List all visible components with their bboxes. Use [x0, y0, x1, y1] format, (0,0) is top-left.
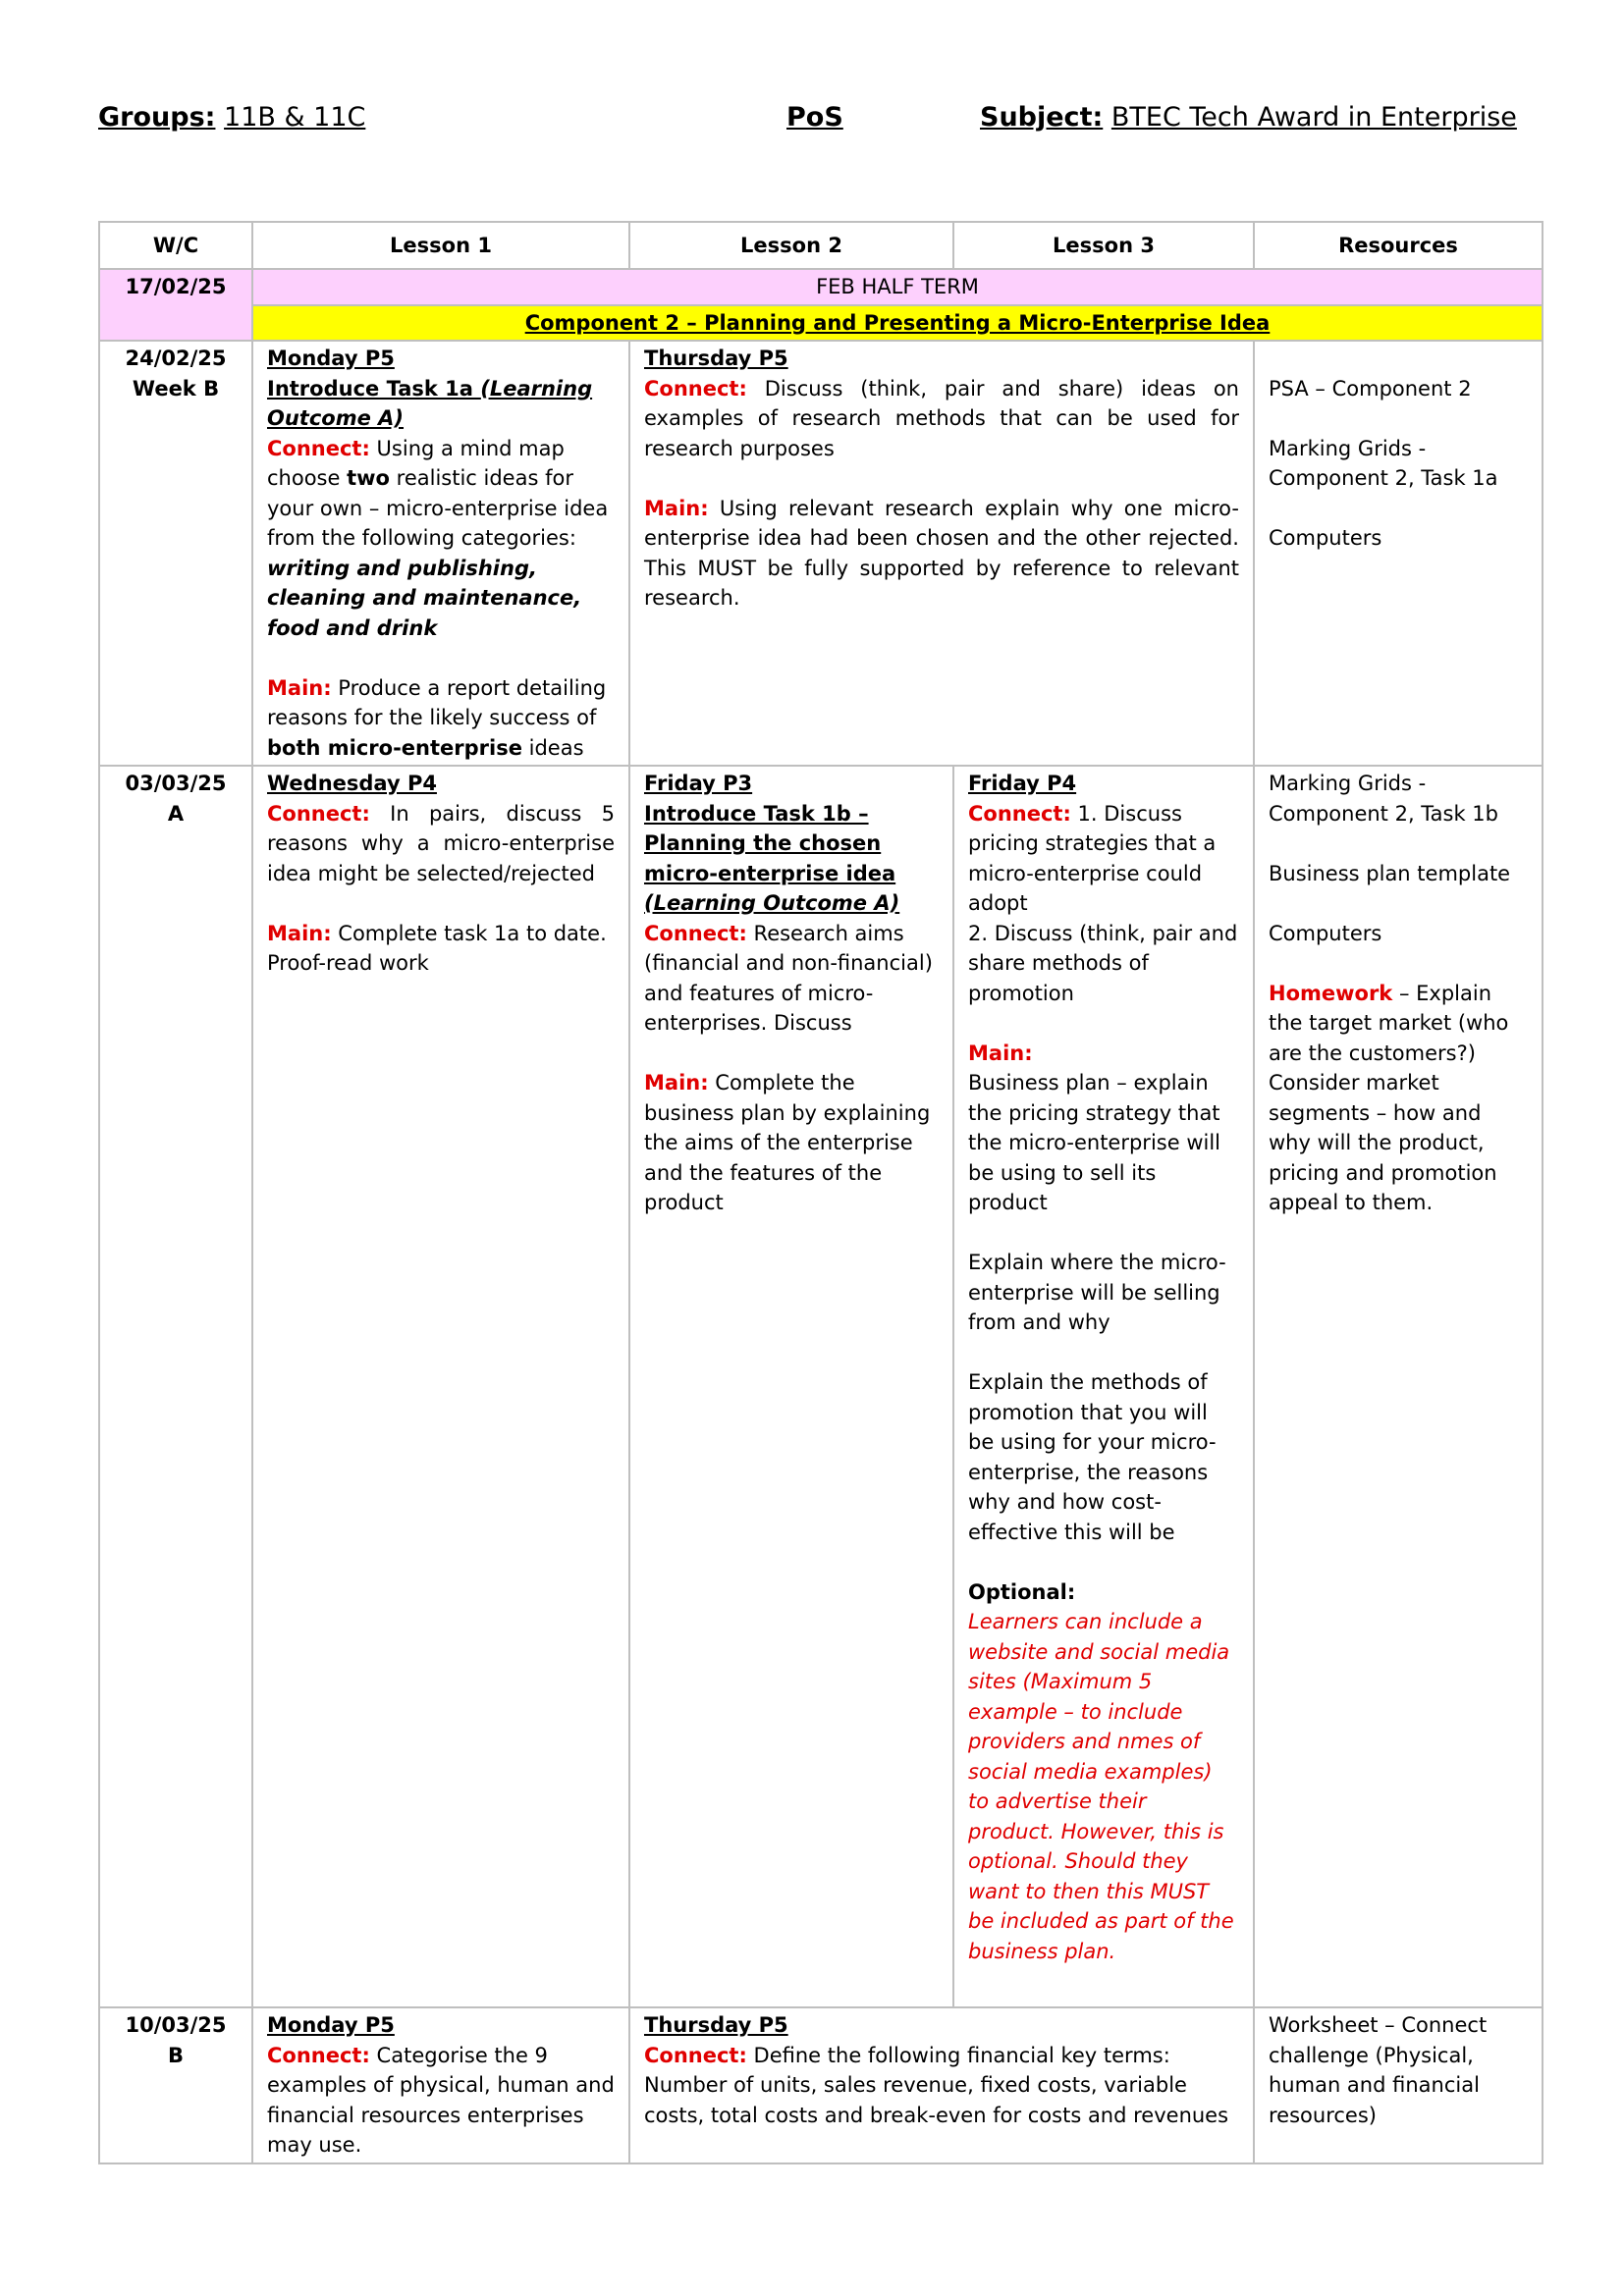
lesson-day: Friday P3	[644, 772, 753, 795]
main-activity: Main: Complete the business plan by explaining the aims of the enterprise and the features of the product	[644, 1071, 931, 1214]
lesson-day: Wednesday P4	[267, 772, 437, 795]
lesson-2-cell	[629, 341, 1254, 766]
resources-cell	[1254, 341, 1543, 766]
wc-week: B	[167, 2043, 184, 2067]
resource-item: Computers	[1269, 526, 1382, 550]
main-activity: Main: Complete task 1a to date. Proof-read work	[267, 921, 607, 975]
table-row	[99, 766, 1543, 2007]
resource-item: Worksheet – Connect challenge (Physical, human and financial resources)	[1269, 2013, 1488, 2127]
subject-heading	[980, 101, 1517, 134]
wc-cell	[99, 766, 252, 2007]
lesson-day: Thursday P5	[644, 2013, 788, 2037]
lesson-1-cell	[252, 341, 629, 766]
table-row	[99, 341, 1543, 766]
wc-week: Week B	[132, 376, 220, 400]
component-banner: Component 2 – Planning and Presenting a Micro-Enterprise Idea	[252, 305, 1543, 342]
main-activity-3: Explain the methods of promotion that you will be using for your micro-enterprise, the reasons why and how cost-effective this will be	[968, 1370, 1217, 1544]
subject-label: Subject:	[980, 102, 1104, 133]
main-activity: Main: Produce a report detailing reasons for the likely success of both micro-enterprise ideas	[267, 675, 607, 760]
lesson-day: Monday P5	[267, 347, 395, 370]
wc-week: A	[167, 801, 185, 826]
column-header-lesson-2: Lesson 2	[629, 222, 953, 269]
wc-cell	[99, 2007, 252, 2163]
homework-item: Homework – Explain the target market (who are the customers?) Consider market segments – how and why will the product, pricing and promotion appeal to them.	[1269, 981, 1509, 1214]
lesson-3-cell	[953, 766, 1254, 2007]
task-title: Introduce Task 1b – Planning the chosen micro-enterprise idea (Learning Outcome A)	[644, 801, 900, 915]
main-activity: Business plan – explain the pricing strategy that the micro-enterprise will be using to sell its product	[968, 1071, 1220, 1214]
main-label: Main:	[968, 1041, 1033, 1065]
groups-label: Groups:	[98, 102, 216, 133]
wc-date: 03/03/25	[125, 772, 227, 795]
resource-item: Computers	[1269, 921, 1382, 945]
resources-cell	[1254, 2007, 1543, 2163]
connect-activity: Connect: In pairs, discuss 5 reasons why a micro-enterprise idea might be selected/rejected	[267, 801, 615, 885]
task-title: Introduce Task 1a (Learning Outcome A)	[267, 376, 593, 430]
lesson-day: Thursday P5	[644, 347, 788, 370]
half-term-banner: FEB HALF TERM	[252, 269, 1543, 305]
pos-heading	[786, 101, 843, 134]
lesson-2-cell	[629, 2007, 1254, 2163]
main-activity: Main: Using relevant research explain why one micro-enterprise idea had been chosen and the other rejected. This MUST be fully supported by reference to relevant research.	[644, 496, 1239, 610]
lesson-day: Friday P4	[968, 772, 1077, 795]
pos-label: PoS	[786, 102, 843, 133]
connect-activity: Connect: Define the following financial key terms: Number of units, sales revenue, fixed costs, variable costs, total costs and break-even for costs and revenues	[644, 2043, 1229, 2127]
scheme-of-work-table	[98, 221, 1543, 2164]
resources-cell	[1254, 766, 1543, 2007]
connect-activity: Connect: Categorise the 9 examples of physical, human and financial resources enterprises may use.	[267, 2043, 615, 2157]
connect-activity-2: 2. Discuss (think, pair and share methods of promotion	[968, 921, 1238, 1005]
column-header-lesson-1: Lesson 1	[252, 222, 629, 269]
wc-date: 10/03/25	[125, 2013, 227, 2037]
lesson-1-cell	[252, 766, 629, 2007]
column-header-resources: Resources	[1254, 222, 1543, 269]
column-header-lesson-3: Lesson 3	[953, 222, 1254, 269]
resource-item: Marking Grids - Component 2, Task 1b	[1269, 772, 1498, 826]
wc-cell	[99, 269, 252, 341]
optional-activity: Learners can include a website and social media sites (Maximum 5 example – to include providers and nmes of social media examples) to advertise their product. However, this is optional. Should they want to then this MUST be included as part of the business plan.	[968, 1610, 1234, 1963]
table-row	[99, 2007, 1543, 2163]
half-term-row	[99, 269, 1543, 305]
column-header-wc: W/C	[99, 222, 252, 269]
resource-item: Marking Grids - Component 2, Task 1a	[1269, 436, 1498, 490]
connect-activity: Connect: Discuss (think, pair and share) ideas on examples of research methods that can be used for research purposes	[644, 376, 1239, 460]
wc-date: 24/02/25	[125, 347, 227, 370]
wc-date: 17/02/25	[125, 275, 227, 298]
component-row	[99, 305, 1543, 342]
table-header-row	[99, 222, 1543, 269]
connect-activity: Connect: Research aims (financial and non-financial) and features of micro-enterprises. Discuss	[644, 921, 933, 1035]
optional-label: Optional:	[968, 1579, 1076, 1604]
lesson-2-cell	[629, 766, 953, 2007]
wc-cell	[99, 341, 252, 766]
connect-activity: Connect: Using a mind map choose two realistic ideas for your own – micro-enterprise idea from the following categories: writing and publishing, cleaning and maintenance, food and drink	[267, 436, 609, 640]
main-activity-2: Explain where the micro-enterprise will be selling from and why	[968, 1251, 1226, 1334]
subject-value: BTEC Tech Award in Enterprise	[1110, 102, 1517, 133]
groups-heading	[98, 101, 365, 134]
resource-item: PSA – Component 2	[1269, 376, 1472, 400]
resource-item: Business plan template	[1269, 861, 1511, 885]
connect-activity: Connect: 1. Discuss pricing strategies that a micro-enterprise could adopt	[968, 801, 1217, 915]
lesson-1-cell	[252, 2007, 629, 2163]
lesson-day: Monday P5	[267, 2013, 395, 2037]
groups-value: 11B & 11C	[224, 102, 366, 133]
